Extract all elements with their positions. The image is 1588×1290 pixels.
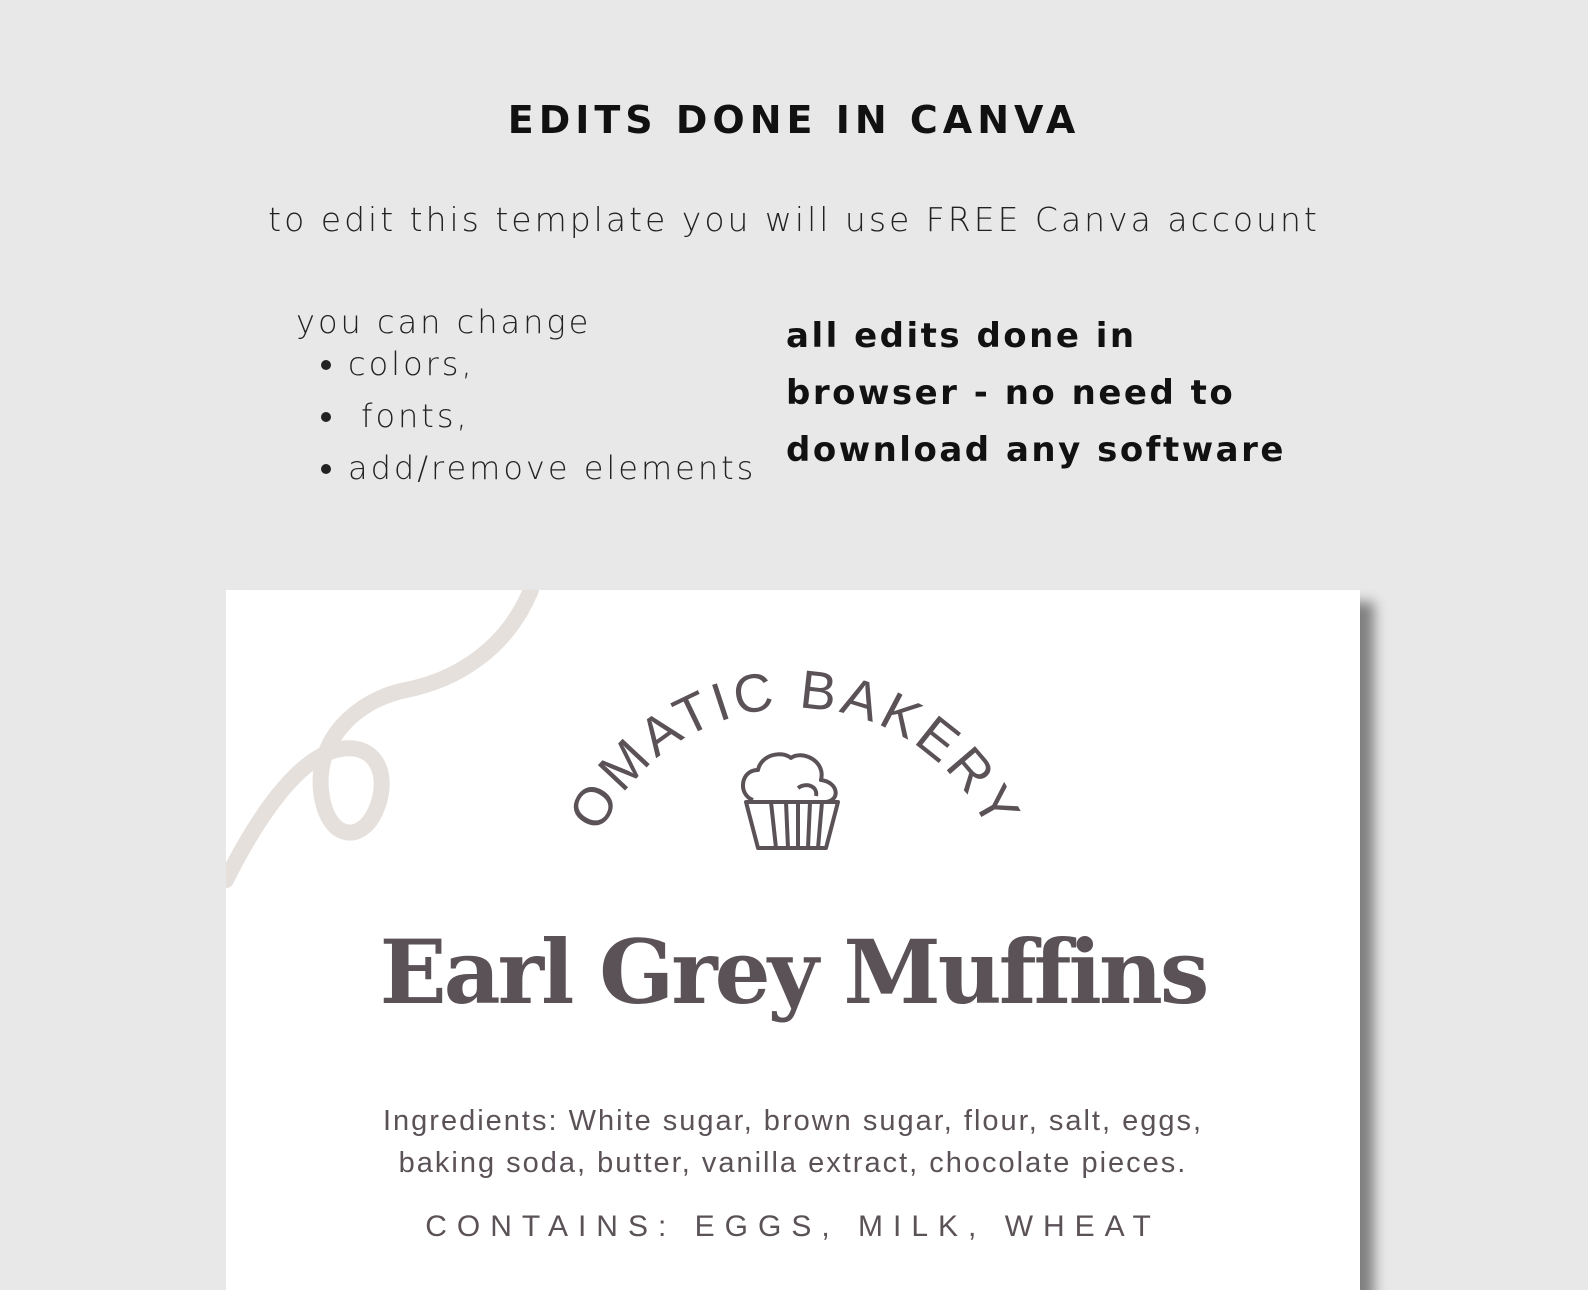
change-list: [296, 303, 756, 501]
allergens: CONTAINS: EGGS, MILK, WHEAT: [425, 1210, 1161, 1243]
ingredients-line: baking soda, butter, vanilla extract, chocolate pieces.: [398, 1147, 1188, 1179]
brand-arc-path: OMATIC BAKERY: [557, 659, 1033, 840]
change-item: • colors,: [348, 345, 756, 383]
browser-note: all edits done in browser - no need to download any software: [786, 316, 1286, 470]
ingredients-line: Ingredients: White sugar, brown sugar, flour, salt, eggs,: [382, 1105, 1204, 1137]
cupcake-icon: [743, 754, 838, 848]
brand-arc-text: [557, 659, 1032, 839]
product-name: Earl Grey Muffins: [379, 920, 1207, 1024]
change-item: • add/remove elements: [348, 449, 756, 487]
change-item: • fonts,: [348, 397, 756, 435]
ribbon-decoration: [226, 590, 531, 880]
change-intro: you can change: [296, 303, 592, 341]
subtitle: to edit this template you will use FREE Canva account: [268, 200, 1320, 239]
page-title: EDITS DONE IN CANVA: [507, 98, 1081, 142]
ingredients: [226, 1100, 1360, 1184]
label-preview-card: [226, 590, 1360, 1290]
